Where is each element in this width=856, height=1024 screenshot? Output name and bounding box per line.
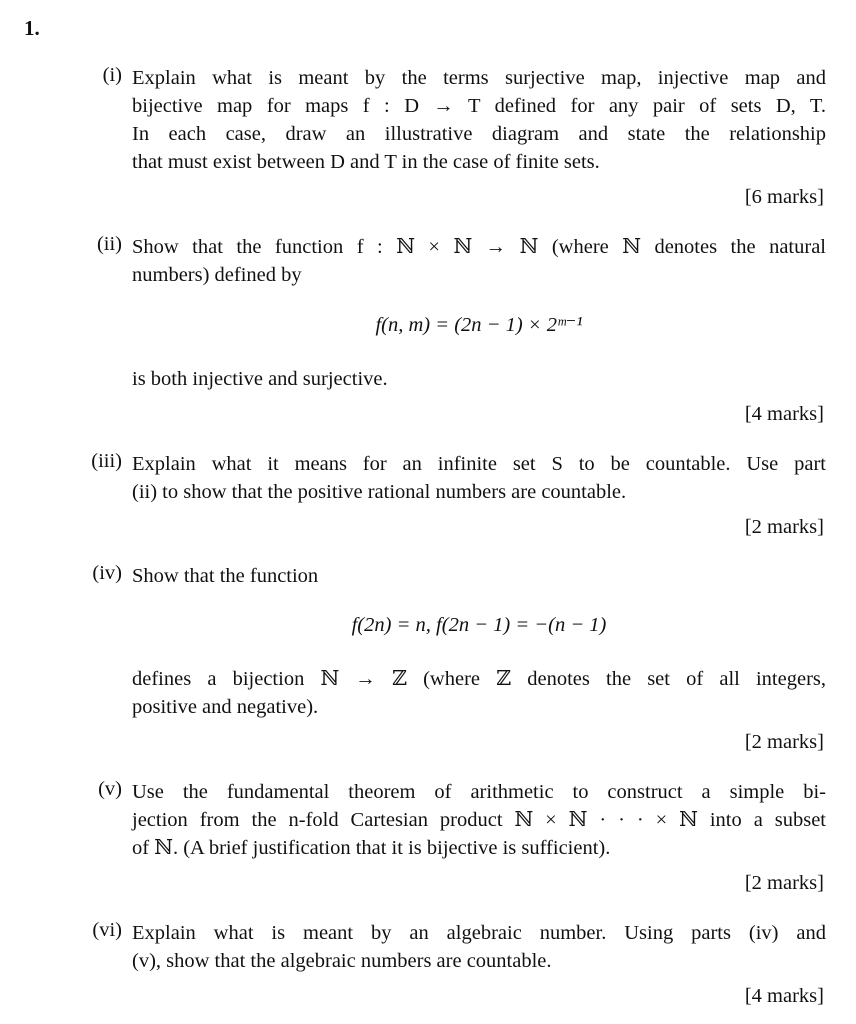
marks-label: [4 marks] bbox=[744, 985, 824, 1007]
part-label: (v) bbox=[98, 778, 122, 800]
part-label: (iv) bbox=[92, 562, 122, 584]
part-text-line: is both injective and surjective. bbox=[132, 368, 388, 390]
part-text-line: (ii) to show that the positive rational numbers are countable. bbox=[132, 481, 627, 503]
marks-label: [2 marks] bbox=[744, 872, 824, 894]
part-text-line: that must exist between D and T in the case of finite sets. bbox=[132, 151, 600, 173]
marks-label: [6 marks] bbox=[744, 186, 824, 208]
part-text-line: defines a bijection ℕ → ℤ (where ℤ denotes the set of all integers, bbox=[132, 668, 826, 690]
part-text-line: Explain what is meant by the terms surjective map, injective map and bbox=[132, 67, 826, 89]
equation: f(n, m) = (2n − 1) × 2ᵐ⁻¹ bbox=[375, 314, 583, 336]
part-text-line: Show that the function f : ℕ × ℕ → ℕ (where ℕ denotes the natural bbox=[132, 236, 826, 258]
question-number: 1. bbox=[24, 16, 40, 40]
part-text-line: jection from the n-fold Cartesian product ℕ × ℕ · · · × ℕ into a subset bbox=[132, 809, 826, 831]
marks-label: [4 marks] bbox=[744, 403, 824, 425]
part-text-line: bijective map for maps f : D → T defined for any pair of sets D, T. bbox=[132, 95, 826, 117]
marks-label: [2 marks] bbox=[744, 731, 824, 753]
part-label: (vi) bbox=[92, 919, 122, 941]
part-text-line: positive and negative). bbox=[132, 696, 319, 718]
part-text-line: of ℕ. (A brief justification that it is bijective is sufficient). bbox=[132, 837, 611, 859]
equation: f(2n) = n, f(2n − 1) = −(n − 1) bbox=[351, 614, 607, 636]
part-text-line: (v), show that the algebraic numbers are countable. bbox=[132, 950, 552, 972]
part-text-line: numbers) defined by bbox=[132, 264, 302, 286]
part-label: (ii) bbox=[96, 233, 122, 255]
part-text-line: Explain what is meant by an algebraic number. Using parts (iv) and bbox=[132, 922, 826, 944]
part-text-line: In each case, draw an illustrative diagram and state the relationship bbox=[132, 123, 826, 145]
part-text-line: Use the fundamental theorem of arithmetic to construct a simple bi- bbox=[132, 781, 826, 803]
part-label: (iii) bbox=[91, 450, 122, 472]
part-text-line: Show that the function bbox=[132, 565, 319, 587]
marks-label: [2 marks] bbox=[744, 516, 824, 538]
part-label: (i) bbox=[102, 64, 122, 86]
part-text-line: Explain what it means for an infinite set S to be countable. Use part bbox=[132, 453, 826, 475]
